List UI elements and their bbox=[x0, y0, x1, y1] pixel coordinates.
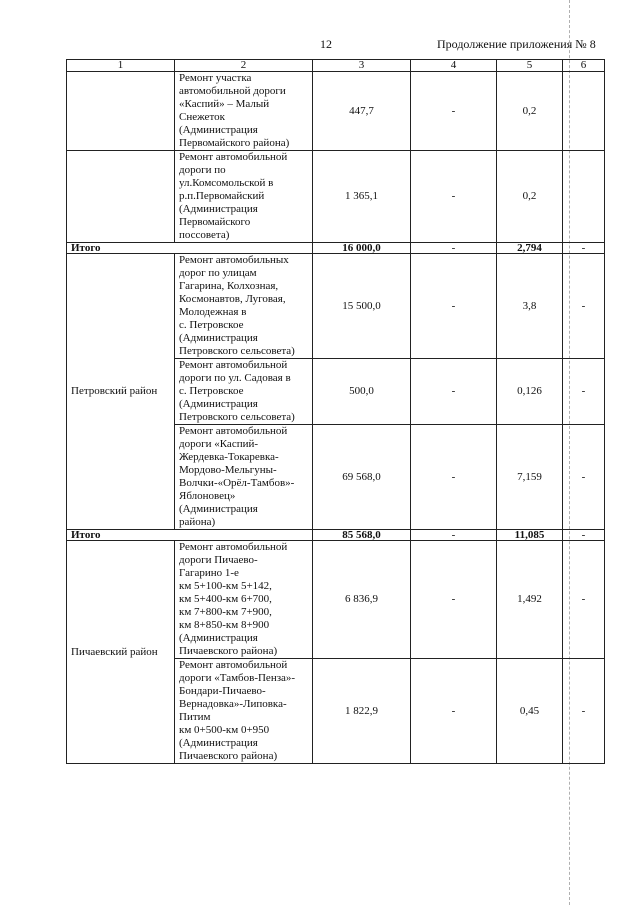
description-cell bbox=[175, 425, 313, 530]
description-line: Снежеток bbox=[179, 111, 225, 123]
description-line: км 8+850-км 8+900 bbox=[179, 619, 270, 631]
description-line: Яблоновец» bbox=[179, 490, 236, 502]
description-line: Ремонт автомобильной bbox=[179, 659, 288, 671]
col4-cell: - bbox=[411, 359, 497, 425]
length-cell: 0,126 bbox=[497, 359, 563, 425]
description-line: км 5+100-км 5+142, bbox=[179, 580, 272, 592]
length-cell: 0,2 bbox=[497, 72, 563, 151]
description-line: с. Петровское bbox=[179, 385, 244, 397]
description-line: км 7+800-км 7+900, bbox=[179, 606, 272, 618]
amount-cell: 15 500,0 bbox=[313, 254, 411, 359]
description-line: (Администрация bbox=[179, 503, 258, 515]
description-line: Питим bbox=[179, 711, 211, 723]
description-line: дороги «Тамбов-Пенза»- bbox=[179, 672, 296, 684]
district-cell bbox=[67, 72, 175, 151]
amount-cell: 500,0 bbox=[313, 359, 411, 425]
description-line: дороги «Каспий- bbox=[179, 438, 259, 450]
description-line: дороги по bbox=[179, 164, 226, 176]
col6-cell: - bbox=[563, 541, 605, 659]
description-line: Ремонт автомобильной bbox=[179, 359, 288, 371]
description-line: Гагарино 1-е bbox=[179, 567, 239, 579]
district-cell: Пичаевский район bbox=[67, 541, 175, 764]
length-cell: 3,8 bbox=[497, 254, 563, 359]
column-number: 3 bbox=[313, 60, 411, 72]
description-line: Пичаевского района) bbox=[179, 645, 278, 657]
description-line: Волчки-«Орёл-Тамбов»- bbox=[179, 477, 295, 489]
amount-cell: 6 836,9 bbox=[313, 541, 411, 659]
col4-cell: - bbox=[411, 254, 497, 359]
description-line: Ремонт участка bbox=[179, 72, 252, 84]
total-label: Итого bbox=[67, 243, 313, 254]
description-line: Ремонт автомобильных bbox=[179, 254, 289, 266]
description-line: (Администрация bbox=[179, 632, 258, 644]
description-line: Ремонт автомобильной bbox=[179, 425, 288, 437]
col4-cell: - bbox=[411, 659, 497, 764]
table-row bbox=[67, 151, 605, 243]
total-amount: 85 568,0 bbox=[313, 530, 411, 541]
description-line: Гагарина, Колхозная, bbox=[179, 280, 279, 292]
description-line: «Каспий» – Малый bbox=[179, 98, 270, 110]
col6-cell: - bbox=[563, 425, 605, 530]
total-col4: - bbox=[411, 243, 497, 254]
table-row bbox=[67, 254, 605, 359]
table-row bbox=[67, 541, 605, 659]
column-number: 1 bbox=[67, 60, 175, 72]
description-line: (Администрация bbox=[179, 398, 258, 410]
description-line: Петровского сельсовета) bbox=[179, 345, 295, 357]
col6-cell: - bbox=[563, 359, 605, 425]
length-cell: 0,45 bbox=[497, 659, 563, 764]
total-label: Итого bbox=[67, 530, 313, 541]
description-line: Ремонт автомобильной bbox=[179, 151, 288, 163]
road-repair-table bbox=[66, 59, 605, 764]
table-row bbox=[67, 72, 605, 151]
description-line: Петровского сельсовета) bbox=[179, 411, 295, 423]
total-length: 2,794 bbox=[497, 243, 563, 254]
description-line: Молодежная в bbox=[179, 306, 247, 318]
description-line: км 0+500-км 0+950 bbox=[179, 724, 270, 736]
description-line: (Администрация bbox=[179, 332, 258, 344]
description-line: поссовета) bbox=[179, 229, 230, 241]
description-line: дороги по ул. Садовая в bbox=[179, 372, 291, 384]
description-line: Первомайского района) bbox=[179, 137, 290, 149]
description-line: Ремонт автомобильной bbox=[179, 541, 288, 553]
description-cell bbox=[175, 541, 313, 659]
district-cell bbox=[67, 151, 175, 243]
description-line: дороги Пичаево- bbox=[179, 554, 258, 566]
description-cell bbox=[175, 359, 313, 425]
description-line: (Администрация bbox=[179, 203, 258, 215]
column-number: 6 bbox=[563, 60, 605, 72]
col4-cell: - bbox=[411, 541, 497, 659]
total-row bbox=[67, 530, 605, 541]
appendix-continuation-note: Продолжение приложения № 8 bbox=[437, 37, 596, 51]
description-line: дорог по улицам bbox=[179, 267, 257, 279]
description-line: Космонавтов, Луговая, bbox=[179, 293, 286, 305]
length-cell: 7,159 bbox=[497, 425, 563, 530]
column-number: 5 bbox=[497, 60, 563, 72]
description-line: автомобильной дороги bbox=[179, 85, 286, 97]
column-number: 4 bbox=[411, 60, 497, 72]
total-row bbox=[67, 243, 605, 254]
col6-cell: - bbox=[563, 659, 605, 764]
description-cell bbox=[175, 254, 313, 359]
description-line: Мордово-Мельгуны- bbox=[179, 464, 277, 476]
description-line: р.п.Первомайский bbox=[179, 190, 265, 202]
description-line: Пичаевского района) bbox=[179, 750, 278, 762]
total-col6: - bbox=[563, 530, 605, 541]
amount-cell: 1 822,9 bbox=[313, 659, 411, 764]
length-cell: 1,492 bbox=[497, 541, 563, 659]
total-length: 11,085 bbox=[497, 530, 563, 541]
col4-cell: - bbox=[411, 151, 497, 243]
description-line: ул.Комсомольской в bbox=[179, 177, 274, 189]
description-line: км 5+400-км 6+700, bbox=[179, 593, 272, 605]
district-cell: Петровский район bbox=[67, 254, 175, 530]
page-number: 12 bbox=[320, 37, 332, 51]
description-cell bbox=[175, 151, 313, 243]
amount-cell: 1 365,1 bbox=[313, 151, 411, 243]
total-col6: - bbox=[563, 243, 605, 254]
description-line: (Администрация bbox=[179, 737, 258, 749]
total-amount: 16 000,0 bbox=[313, 243, 411, 254]
description-line: с. Петровское bbox=[179, 319, 244, 331]
description-line: района) bbox=[179, 516, 216, 528]
description-cell bbox=[175, 659, 313, 764]
col4-cell: - bbox=[411, 72, 497, 151]
column-number-row bbox=[67, 60, 605, 72]
description-cell bbox=[175, 72, 313, 151]
description-line: Бондари-Пичаево- bbox=[179, 685, 266, 697]
description-line: (Администрация bbox=[179, 124, 258, 136]
col4-cell: - bbox=[411, 425, 497, 530]
total-col4: - bbox=[411, 530, 497, 541]
description-line: Вернадовка»-Липовка- bbox=[179, 698, 287, 710]
amount-cell: 69 568,0 bbox=[313, 425, 411, 530]
column-number: 2 bbox=[175, 60, 313, 72]
col6-cell bbox=[563, 72, 605, 151]
amount-cell: 447,7 bbox=[313, 72, 411, 151]
col6-cell bbox=[563, 151, 605, 243]
length-cell: 0,2 bbox=[497, 151, 563, 243]
col6-cell: - bbox=[563, 254, 605, 359]
description-line: Жердевка-Токаревка- bbox=[179, 451, 279, 463]
description-line: Первомайского bbox=[179, 216, 251, 228]
